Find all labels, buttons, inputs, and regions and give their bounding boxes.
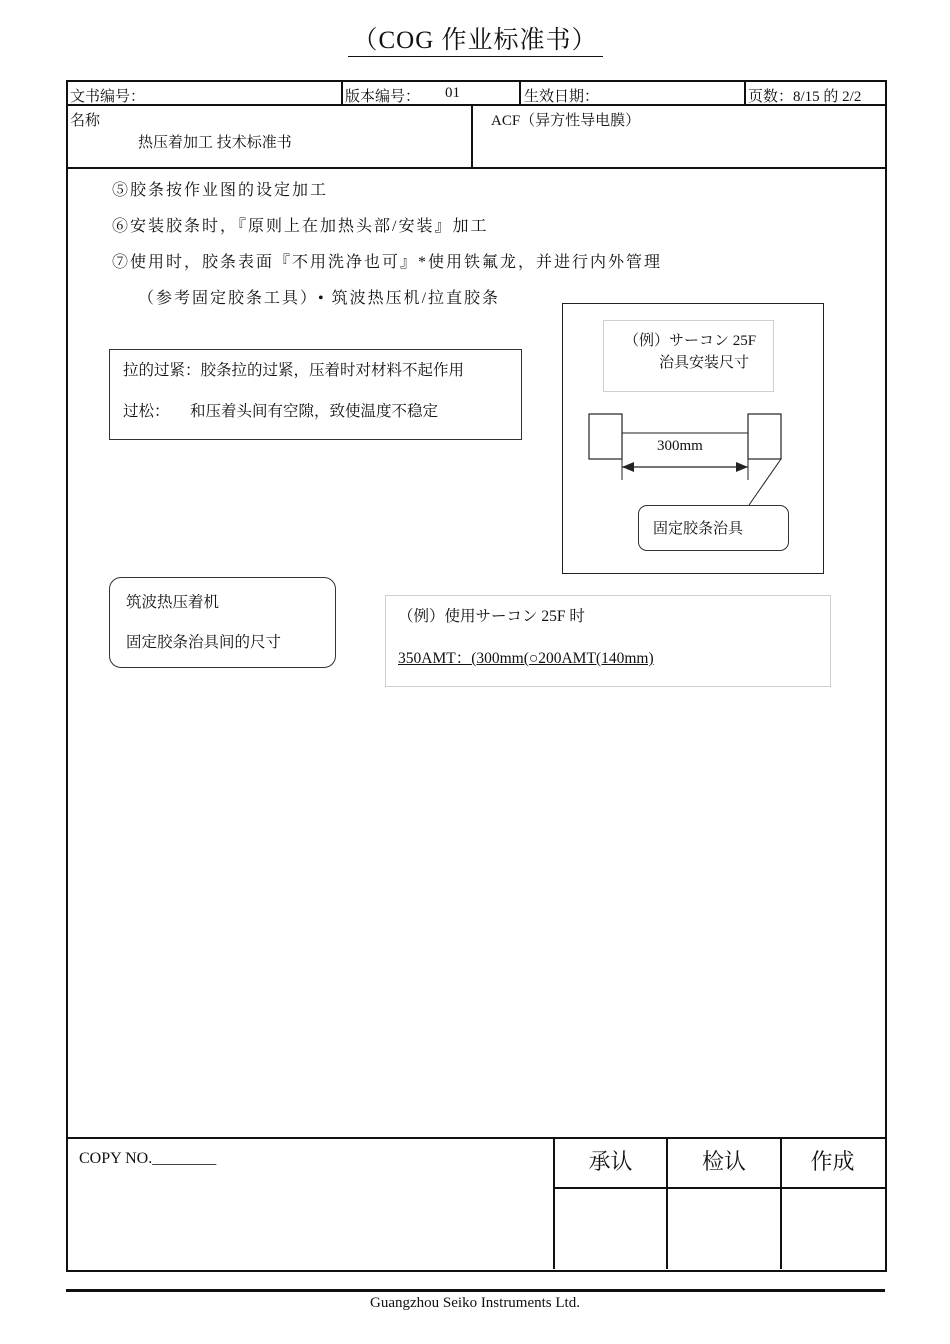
jig-spacing-label: 固定胶条治具间的尺寸 [126, 634, 282, 651]
material-name: ACF（异方性导电膜） [491, 113, 641, 129]
signoff-top-divider [66, 1137, 885, 1139]
page-count: 页数：8/15 的 2/2 [748, 89, 862, 105]
instruction-item-7: ⑦使用时，胶条表面『不用洗净也可』*使用铁氟龙，并进行内外管理 [112, 254, 663, 271]
doc-no-label: 文书编号： [70, 89, 146, 105]
machine-name: 筑波热压着机 [126, 594, 220, 611]
effective-date-label: 生效日期： [524, 89, 600, 105]
tension-too-loose-label: 过松： [123, 403, 170, 420]
approve-header: 承认 [588, 1149, 633, 1174]
jig-label: 固定胶条治具 [653, 521, 744, 537]
example-caption-line1: （例）サーコン 25F [624, 333, 757, 349]
copy-number: COPY NO.________ [79, 1150, 217, 1167]
name-label: 名称 [70, 113, 101, 129]
create-header: 作成 [810, 1149, 855, 1174]
usage-example-box [385, 595, 831, 687]
company-name: Guangzhou Seiko Instruments Ltd. [370, 1295, 580, 1311]
usage-example-title: （例）使用サーコン 25F 时 [398, 608, 585, 625]
info-col-divider-1 [341, 80, 343, 104]
name-col-divider [471, 104, 473, 167]
instruction-item-5: ⑤胶条按作业图的设定加工 [112, 182, 329, 199]
footer-rule [66, 1289, 885, 1292]
version-value: 01 [445, 85, 460, 101]
check-header: 检认 [701, 1149, 746, 1174]
tension-too-tight: 拉的过紧：胶条拉的过紧，压着时对材料不起作用 [123, 362, 465, 379]
info-col-divider-3 [744, 80, 746, 104]
info-col-divider-2 [519, 80, 521, 104]
dimension-label: 300mm [657, 438, 703, 454]
instruction-reference: （参考固定胶条工具）• 筑波热压机/拉直胶条 [138, 290, 501, 307]
tension-too-loose-text: 和压着头间有空隙，致使温度不稳定 [190, 403, 439, 420]
signoff-header-divider [553, 1187, 885, 1189]
title-underline [348, 56, 603, 57]
usage-example-values: 350AMT：(300mm(○200AMT(140mm) [398, 650, 654, 667]
jig-diagram [562, 303, 824, 574]
document-title: （COG 作业标准书） [352, 27, 598, 54]
name-row-divider [66, 167, 885, 169]
instruction-item-6: ⑥安装胶条时，『原则上在加热头部/安装』加工 [112, 218, 489, 235]
jig-callout [638, 505, 789, 551]
example-caption-line2: 治具安装尺寸 [659, 355, 750, 371]
machine-note-box [109, 577, 336, 668]
version-label: 版本编号： [345, 89, 421, 105]
tension-note-box [109, 349, 522, 440]
name-value: 热压着加工 技术标准书 [138, 135, 292, 151]
